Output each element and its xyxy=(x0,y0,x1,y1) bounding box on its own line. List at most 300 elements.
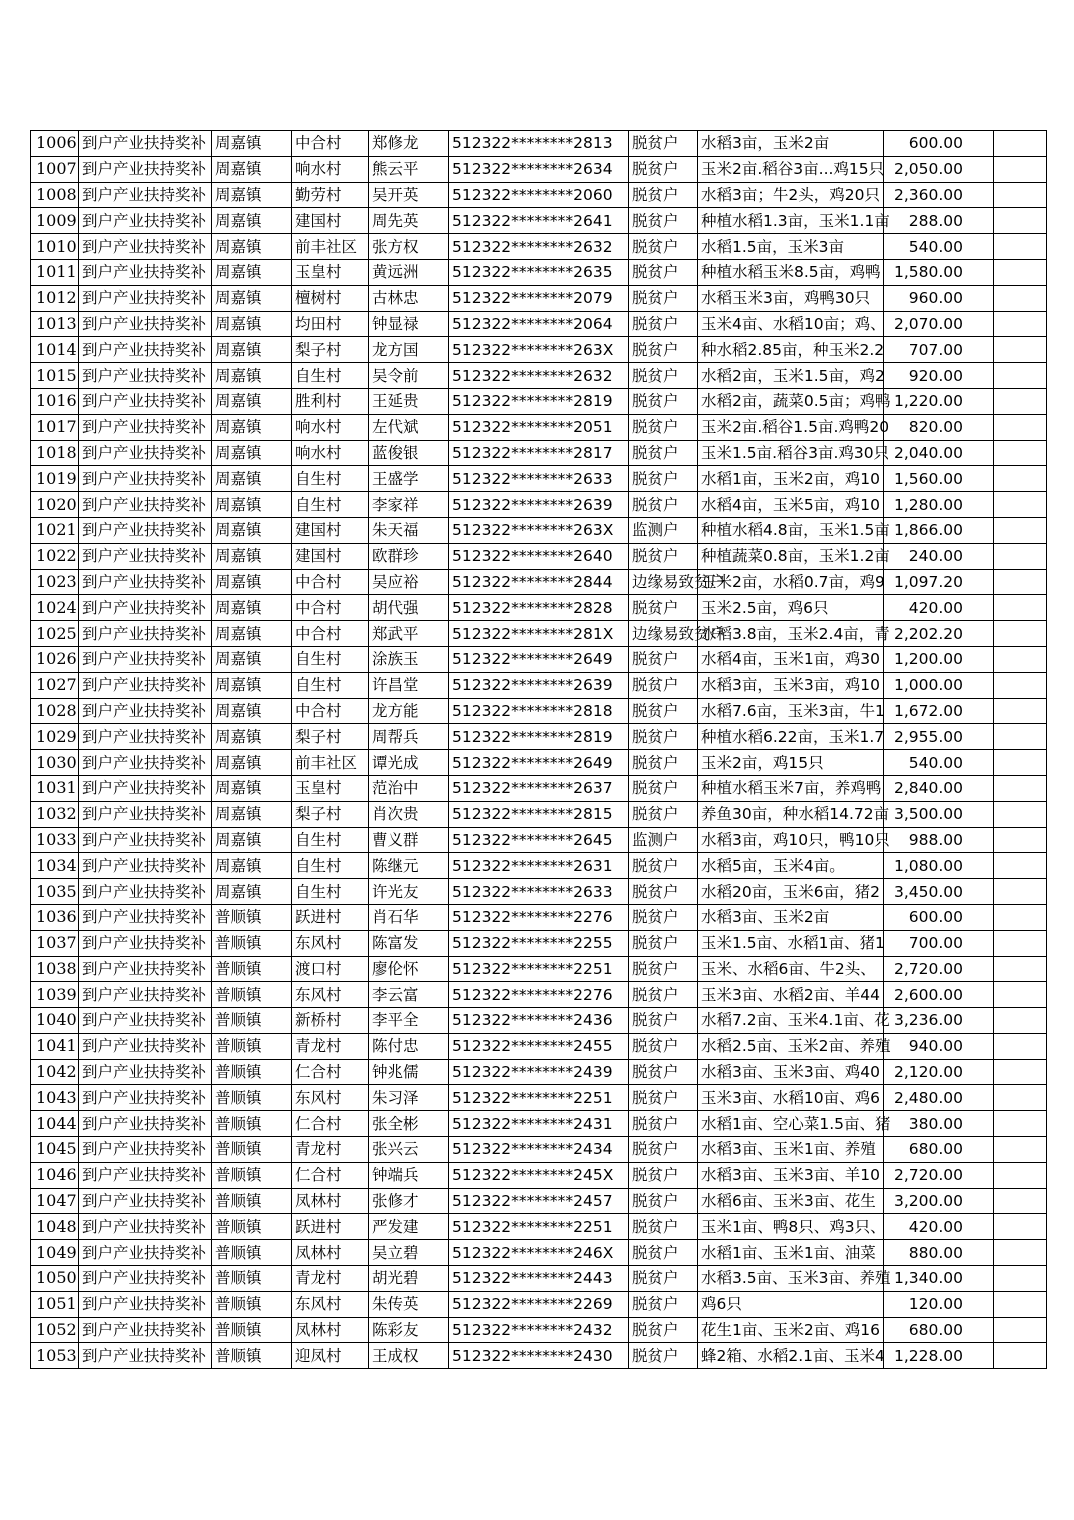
table-row xyxy=(31,879,1047,905)
remark-cell xyxy=(994,879,1047,905)
town-cell: 周嘉镇 xyxy=(212,388,292,414)
table-row xyxy=(31,982,1047,1008)
town-cell: 周嘉镇 xyxy=(212,750,292,776)
content-cell: 种植蔬菜0.8亩，玉米1.2亩 xyxy=(698,543,884,569)
row-number-cell: 1017 xyxy=(31,414,79,440)
project-cell: 到户产业扶持奖补 xyxy=(79,1111,212,1137)
remark-cell xyxy=(994,1111,1047,1137)
content-cell: 水稻3亩、玉米2亩 xyxy=(698,904,884,930)
row-number-cell: 1025 xyxy=(31,621,79,647)
village-cell: 建国村 xyxy=(292,543,369,569)
content-cell: 水稻3亩、玉米3亩、羊10 xyxy=(698,1162,884,1188)
household-type-cell: 脱贫户 xyxy=(629,930,698,956)
remark-cell xyxy=(994,517,1047,543)
row-number-cell: 1038 xyxy=(31,956,79,982)
project-cell: 到户产业扶持奖补 xyxy=(79,698,212,724)
content-cell: 玉米3亩、水稻10亩、鸡6 xyxy=(698,1085,884,1111)
table-row xyxy=(31,646,1047,672)
project-cell: 到户产业扶持奖补 xyxy=(79,1137,212,1163)
id-number-cell: 512322********2634 xyxy=(449,156,629,182)
amount-cell: 1,000.00 xyxy=(884,672,994,698)
remark-cell xyxy=(994,1188,1047,1214)
village-cell: 玉皇村 xyxy=(292,775,369,801)
project-cell: 到户产业扶持奖补 xyxy=(79,827,212,853)
id-number-cell: 512322********2640 xyxy=(449,543,629,569)
row-number-cell: 1011 xyxy=(31,259,79,285)
name-cell: 朱天福 xyxy=(369,517,449,543)
table-row xyxy=(31,750,1047,776)
village-cell: 新桥村 xyxy=(292,1008,369,1034)
household-type-cell: 脱贫户 xyxy=(629,208,698,234)
name-cell: 肖石华 xyxy=(369,904,449,930)
town-cell: 周嘉镇 xyxy=(212,621,292,647)
name-cell: 范治中 xyxy=(369,775,449,801)
table-row xyxy=(31,182,1047,208)
row-number-cell: 1037 xyxy=(31,930,79,956)
name-cell: 欧群珍 xyxy=(369,543,449,569)
remark-cell xyxy=(994,440,1047,466)
name-cell: 钟端兵 xyxy=(369,1162,449,1188)
project-cell: 到户产业扶持奖补 xyxy=(79,1266,212,1292)
id-number-cell: 512322********2815 xyxy=(449,801,629,827)
remark-cell xyxy=(994,543,1047,569)
id-number-cell: 512322********2432 xyxy=(449,1317,629,1343)
content-cell: 水稻2.5亩、玉米2亩、养殖 xyxy=(698,1033,884,1059)
content-cell: 水稻1亩、空心菜1.5亩、猪 xyxy=(698,1111,884,1137)
id-number-cell: 512322********2635 xyxy=(449,259,629,285)
village-cell: 青龙村 xyxy=(292,1137,369,1163)
content-cell: 种植水稻玉米7亩，养鸡鸭 xyxy=(698,775,884,801)
village-cell: 自生村 xyxy=(292,853,369,879)
household-type-cell: 监测户 xyxy=(629,827,698,853)
name-cell: 左代斌 xyxy=(369,414,449,440)
project-cell: 到户产业扶持奖补 xyxy=(79,1317,212,1343)
content-cell: 玉米3亩、水稻2亩、羊44 xyxy=(698,982,884,1008)
village-cell: 渡口村 xyxy=(292,956,369,982)
village-cell: 檀树村 xyxy=(292,285,369,311)
amount-cell: 3,450.00 xyxy=(884,879,994,905)
row-number-cell: 1049 xyxy=(31,1240,79,1266)
project-cell: 到户产业扶持奖补 xyxy=(79,234,212,260)
project-cell: 到户产业扶持奖补 xyxy=(79,182,212,208)
town-cell: 周嘉镇 xyxy=(212,672,292,698)
household-type-cell: 脱贫户 xyxy=(629,311,698,337)
table-row xyxy=(31,259,1047,285)
id-number-cell: 512322********2251 xyxy=(449,956,629,982)
amount-cell: 2,050.00 xyxy=(884,156,994,182)
id-number-cell: 512322********2649 xyxy=(449,750,629,776)
village-cell: 迎凤村 xyxy=(292,1343,369,1369)
project-cell: 到户产业扶持奖补 xyxy=(79,156,212,182)
project-cell: 到户产业扶持奖补 xyxy=(79,569,212,595)
id-number-cell: 512322********2632 xyxy=(449,234,629,260)
amount-cell: 2,070.00 xyxy=(884,311,994,337)
table-row xyxy=(31,440,1047,466)
household-type-cell: 脱贫户 xyxy=(629,775,698,801)
content-cell: 蜂2箱、水稻2.1亩、玉米4 xyxy=(698,1343,884,1369)
amount-cell: 680.00 xyxy=(884,1137,994,1163)
name-cell: 陈继元 xyxy=(369,853,449,879)
row-number-cell: 1042 xyxy=(31,1059,79,1085)
remark-cell xyxy=(994,1291,1047,1317)
village-cell: 跃进村 xyxy=(292,1214,369,1240)
remark-cell xyxy=(994,775,1047,801)
name-cell: 郑武平 xyxy=(369,621,449,647)
town-cell: 普顺镇 xyxy=(212,930,292,956)
id-number-cell: 512322********2455 xyxy=(449,1033,629,1059)
content-cell: 种植水稻6.22亩，玉米1.7 xyxy=(698,724,884,750)
remark-cell xyxy=(994,363,1047,389)
amount-cell: 2,360.00 xyxy=(884,182,994,208)
remark-cell xyxy=(994,388,1047,414)
row-number-cell: 1020 xyxy=(31,492,79,518)
project-cell: 到户产业扶持奖补 xyxy=(79,414,212,440)
village-cell: 勤劳村 xyxy=(292,182,369,208)
amount-cell: 3,200.00 xyxy=(884,1188,994,1214)
village-cell: 凤林村 xyxy=(292,1317,369,1343)
household-type-cell: 脱贫户 xyxy=(629,750,698,776)
table-row xyxy=(31,724,1047,750)
household-type-cell: 脱贫户 xyxy=(629,1059,698,1085)
id-number-cell: 512322********2276 xyxy=(449,904,629,930)
amount-cell: 2,040.00 xyxy=(884,440,994,466)
amount-cell: 1,228.00 xyxy=(884,1343,994,1369)
household-type-cell: 脱贫户 xyxy=(629,466,698,492)
name-cell: 王盛学 xyxy=(369,466,449,492)
id-number-cell: 512322********2818 xyxy=(449,698,629,724)
town-cell: 普顺镇 xyxy=(212,1214,292,1240)
household-type-cell: 脱贫户 xyxy=(629,363,698,389)
amount-cell: 2,955.00 xyxy=(884,724,994,750)
row-number-cell: 1019 xyxy=(31,466,79,492)
project-cell: 到户产业扶持奖补 xyxy=(79,775,212,801)
village-cell: 仁合村 xyxy=(292,1111,369,1137)
town-cell: 周嘉镇 xyxy=(212,775,292,801)
name-cell: 黄远洲 xyxy=(369,259,449,285)
name-cell: 龙方国 xyxy=(369,337,449,363)
remark-cell xyxy=(994,311,1047,337)
id-number-cell: 512322********2430 xyxy=(449,1343,629,1369)
project-cell: 到户产业扶持奖补 xyxy=(79,801,212,827)
household-type-cell: 脱贫户 xyxy=(629,1085,698,1111)
household-type-cell: 脱贫户 xyxy=(629,543,698,569)
content-cell: 水稻2亩，玉米1.5亩，鸡2 xyxy=(698,363,884,389)
id-number-cell: 512322********2817 xyxy=(449,440,629,466)
remark-cell xyxy=(994,1059,1047,1085)
table-row xyxy=(31,904,1047,930)
table-row xyxy=(31,1214,1047,1240)
id-number-cell: 512322********2844 xyxy=(449,569,629,595)
table-row xyxy=(31,1188,1047,1214)
amount-cell: 820.00 xyxy=(884,414,994,440)
amount-cell: 920.00 xyxy=(884,363,994,389)
row-number-cell: 1031 xyxy=(31,775,79,801)
project-cell: 到户产业扶持奖补 xyxy=(79,543,212,569)
id-number-cell: 512322********2828 xyxy=(449,595,629,621)
name-cell: 严发建 xyxy=(369,1214,449,1240)
town-cell: 周嘉镇 xyxy=(212,646,292,672)
name-cell: 郑修龙 xyxy=(369,131,449,157)
household-type-cell: 脱贫户 xyxy=(629,1291,698,1317)
id-number-cell: 512322********2639 xyxy=(449,492,629,518)
table-row xyxy=(31,775,1047,801)
table-row xyxy=(31,517,1047,543)
amount-cell: 700.00 xyxy=(884,930,994,956)
name-cell: 陈彩友 xyxy=(369,1317,449,1343)
amount-cell: 120.00 xyxy=(884,1291,994,1317)
household-type-cell: 脱贫户 xyxy=(629,156,698,182)
id-number-cell: 512322********2649 xyxy=(449,646,629,672)
table-row xyxy=(31,492,1047,518)
household-type-cell: 脱贫户 xyxy=(629,801,698,827)
household-type-cell: 脱贫户 xyxy=(629,1317,698,1343)
village-cell: 前丰社区 xyxy=(292,750,369,776)
village-cell: 东风村 xyxy=(292,930,369,956)
content-cell: 水稻5亩，玉米4亩。 xyxy=(698,853,884,879)
name-cell: 胡代强 xyxy=(369,595,449,621)
remark-cell xyxy=(994,234,1047,260)
table-body xyxy=(31,131,1047,1369)
town-cell: 周嘉镇 xyxy=(212,363,292,389)
household-type-cell: 脱贫户 xyxy=(629,724,698,750)
table-row xyxy=(31,466,1047,492)
id-number-cell: 512322********2631 xyxy=(449,853,629,879)
household-type-cell: 脱贫户 xyxy=(629,646,698,672)
village-cell: 建国村 xyxy=(292,208,369,234)
project-cell: 到户产业扶持奖补 xyxy=(79,1343,212,1369)
project-cell: 到户产业扶持奖补 xyxy=(79,956,212,982)
village-cell: 响水村 xyxy=(292,440,369,466)
remark-cell xyxy=(994,1085,1047,1111)
content-cell: 玉米、水稻6亩、牛2头、 xyxy=(698,956,884,982)
household-type-cell: 脱贫户 xyxy=(629,131,698,157)
id-number-cell: 512322********2641 xyxy=(449,208,629,234)
amount-cell: 2,720.00 xyxy=(884,1162,994,1188)
household-type-cell: 脱贫户 xyxy=(629,853,698,879)
village-cell: 中合村 xyxy=(292,131,369,157)
content-cell: 水稻4亩，玉米5亩，鸡10 xyxy=(698,492,884,518)
project-cell: 到户产业扶持奖补 xyxy=(79,1162,212,1188)
id-number-cell: 512322********2255 xyxy=(449,930,629,956)
id-number-cell: 512322********2633 xyxy=(449,879,629,905)
id-number-cell: 512322********2637 xyxy=(449,775,629,801)
name-cell: 李平全 xyxy=(369,1008,449,1034)
town-cell: 周嘉镇 xyxy=(212,724,292,750)
village-cell: 前丰社区 xyxy=(292,234,369,260)
remark-cell xyxy=(994,698,1047,724)
id-number-cell: 512322********2434 xyxy=(449,1137,629,1163)
town-cell: 周嘉镇 xyxy=(212,801,292,827)
town-cell: 周嘉镇 xyxy=(212,827,292,853)
content-cell: 花生1亩、玉米2亩、鸡16 xyxy=(698,1317,884,1343)
project-cell: 到户产业扶持奖补 xyxy=(79,259,212,285)
id-number-cell: 512322********2051 xyxy=(449,414,629,440)
town-cell: 周嘉镇 xyxy=(212,595,292,621)
remark-cell xyxy=(994,956,1047,982)
town-cell: 周嘉镇 xyxy=(212,156,292,182)
remark-cell xyxy=(994,182,1047,208)
id-number-cell: 512322********2269 xyxy=(449,1291,629,1317)
village-cell: 梨子村 xyxy=(292,724,369,750)
content-cell: 鸡6只 xyxy=(698,1291,884,1317)
amount-cell: 988.00 xyxy=(884,827,994,853)
table-row xyxy=(31,543,1047,569)
row-number-cell: 1051 xyxy=(31,1291,79,1317)
row-number-cell: 1007 xyxy=(31,156,79,182)
content-cell: 水稻玉米3亩，鸡鸭30只 xyxy=(698,285,884,311)
table-row xyxy=(31,1162,1047,1188)
household-type-cell: 脱贫户 xyxy=(629,1033,698,1059)
content-cell: 水稻3亩，玉米3亩，鸡10 xyxy=(698,672,884,698)
row-number-cell: 1018 xyxy=(31,440,79,466)
village-cell: 仁合村 xyxy=(292,1059,369,1085)
village-cell: 自生村 xyxy=(292,466,369,492)
row-number-cell: 1048 xyxy=(31,1214,79,1240)
row-number-cell: 1014 xyxy=(31,337,79,363)
row-number-cell: 1009 xyxy=(31,208,79,234)
town-cell: 普顺镇 xyxy=(212,982,292,1008)
name-cell: 肖次贵 xyxy=(369,801,449,827)
id-number-cell: 512322********2436 xyxy=(449,1008,629,1034)
project-cell: 到户产业扶持奖补 xyxy=(79,1059,212,1085)
remark-cell xyxy=(994,904,1047,930)
town-cell: 周嘉镇 xyxy=(212,492,292,518)
content-cell: 种植水稻玉米8.5亩，鸡鸭 xyxy=(698,259,884,285)
name-cell: 张兴云 xyxy=(369,1137,449,1163)
content-cell: 玉米1亩、鸭8只、鸡3只、 xyxy=(698,1214,884,1240)
amount-cell: 1,080.00 xyxy=(884,853,994,879)
town-cell: 普顺镇 xyxy=(212,1343,292,1369)
town-cell: 普顺镇 xyxy=(212,1266,292,1292)
amount-cell: 880.00 xyxy=(884,1240,994,1266)
town-cell: 周嘉镇 xyxy=(212,698,292,724)
id-number-cell: 512322********281X xyxy=(449,621,629,647)
household-type-cell: 脱贫户 xyxy=(629,879,698,905)
remark-cell xyxy=(994,1343,1047,1369)
village-cell: 自生村 xyxy=(292,646,369,672)
amount-cell: 540.00 xyxy=(884,234,994,260)
remark-cell xyxy=(994,131,1047,157)
amount-cell: 1,560.00 xyxy=(884,466,994,492)
table-row xyxy=(31,311,1047,337)
project-cell: 到户产业扶持奖补 xyxy=(79,595,212,621)
name-cell: 谭光成 xyxy=(369,750,449,776)
village-cell: 东风村 xyxy=(292,1291,369,1317)
household-type-cell: 脱贫户 xyxy=(629,1008,698,1034)
row-number-cell: 1006 xyxy=(31,131,79,157)
table-row xyxy=(31,1317,1047,1343)
row-number-cell: 1010 xyxy=(31,234,79,260)
amount-cell: 2,720.00 xyxy=(884,956,994,982)
household-type-cell: 脱贫户 xyxy=(629,337,698,363)
remark-cell xyxy=(994,982,1047,1008)
household-type-cell: 边缘易致贫户 xyxy=(629,569,698,595)
project-cell: 到户产业扶持奖补 xyxy=(79,982,212,1008)
town-cell: 周嘉镇 xyxy=(212,285,292,311)
village-cell: 胜利村 xyxy=(292,388,369,414)
subsidy-table xyxy=(30,130,1047,1369)
town-cell: 普顺镇 xyxy=(212,1291,292,1317)
amount-cell: 600.00 xyxy=(884,131,994,157)
row-number-cell: 1035 xyxy=(31,879,79,905)
town-cell: 周嘉镇 xyxy=(212,337,292,363)
village-cell: 凤林村 xyxy=(292,1240,369,1266)
town-cell: 普顺镇 xyxy=(212,1059,292,1085)
content-cell: 玉米2亩，水稻0.7亩，鸡9 xyxy=(698,569,884,595)
town-cell: 普顺镇 xyxy=(212,904,292,930)
row-number-cell: 1036 xyxy=(31,904,79,930)
project-cell: 到户产业扶持奖补 xyxy=(79,1033,212,1059)
name-cell: 古林忠 xyxy=(369,285,449,311)
id-number-cell: 512322********2079 xyxy=(449,285,629,311)
town-cell: 普顺镇 xyxy=(212,1008,292,1034)
content-cell: 种植水稻4.8亩，玉米1.5亩 xyxy=(698,517,884,543)
amount-cell: 1,580.00 xyxy=(884,259,994,285)
name-cell: 蓝俊银 xyxy=(369,440,449,466)
remark-cell xyxy=(994,337,1047,363)
town-cell: 周嘉镇 xyxy=(212,259,292,285)
project-cell: 到户产业扶持奖补 xyxy=(79,930,212,956)
household-type-cell: 脱贫户 xyxy=(629,388,698,414)
project-cell: 到户产业扶持奖补 xyxy=(79,853,212,879)
remark-cell xyxy=(994,259,1047,285)
amount-cell: 1,200.00 xyxy=(884,646,994,672)
id-number-cell: 512322********263X xyxy=(449,517,629,543)
project-cell: 到户产业扶持奖补 xyxy=(79,466,212,492)
name-cell: 吴令前 xyxy=(369,363,449,389)
row-number-cell: 1050 xyxy=(31,1266,79,1292)
remark-cell xyxy=(994,724,1047,750)
table-row xyxy=(31,285,1047,311)
remark-cell xyxy=(994,1266,1047,1292)
amount-cell: 960.00 xyxy=(884,285,994,311)
town-cell: 普顺镇 xyxy=(212,1162,292,1188)
row-number-cell: 1046 xyxy=(31,1162,79,1188)
table-row xyxy=(31,1059,1047,1085)
content-cell: 玉米2亩.稻谷1.5亩.鸡鸭20 xyxy=(698,414,884,440)
content-cell: 种水稻2.85亩，种玉米2.2 xyxy=(698,337,884,363)
content-cell: 玉米2亩.稻谷3亩...鸡15只 xyxy=(698,156,884,182)
content-cell: 水稻3亩；牛2头，鸡20只 xyxy=(698,182,884,208)
id-number-cell: 512322********2633 xyxy=(449,466,629,492)
amount-cell: 420.00 xyxy=(884,1214,994,1240)
remark-cell xyxy=(994,1033,1047,1059)
amount-cell: 2,120.00 xyxy=(884,1059,994,1085)
name-cell: 王延贵 xyxy=(369,388,449,414)
project-cell: 到户产业扶持奖补 xyxy=(79,1188,212,1214)
content-cell: 水稻3亩、玉米1亩、养殖 xyxy=(698,1137,884,1163)
amount-cell: 680.00 xyxy=(884,1317,994,1343)
table-row xyxy=(31,698,1047,724)
name-cell: 朱传英 xyxy=(369,1291,449,1317)
id-number-cell: 512322********2064 xyxy=(449,311,629,337)
name-cell: 王成权 xyxy=(369,1343,449,1369)
name-cell: 钟兆儒 xyxy=(369,1059,449,1085)
table-row xyxy=(31,1343,1047,1369)
row-number-cell: 1022 xyxy=(31,543,79,569)
village-cell: 自生村 xyxy=(292,672,369,698)
content-cell: 水稻1.5亩，玉米3亩 xyxy=(698,234,884,260)
project-cell: 到户产业扶持奖补 xyxy=(79,1240,212,1266)
project-cell: 到户产业扶持奖补 xyxy=(79,337,212,363)
content-cell: 水稻2亩，蔬菜0.5亩；鸡鸭 xyxy=(698,388,884,414)
household-type-cell: 脱贫户 xyxy=(629,182,698,208)
table-row xyxy=(31,621,1047,647)
village-cell: 自生村 xyxy=(292,827,369,853)
row-number-cell: 1012 xyxy=(31,285,79,311)
amount-cell: 1,097.20 xyxy=(884,569,994,595)
name-cell: 吴立碧 xyxy=(369,1240,449,1266)
